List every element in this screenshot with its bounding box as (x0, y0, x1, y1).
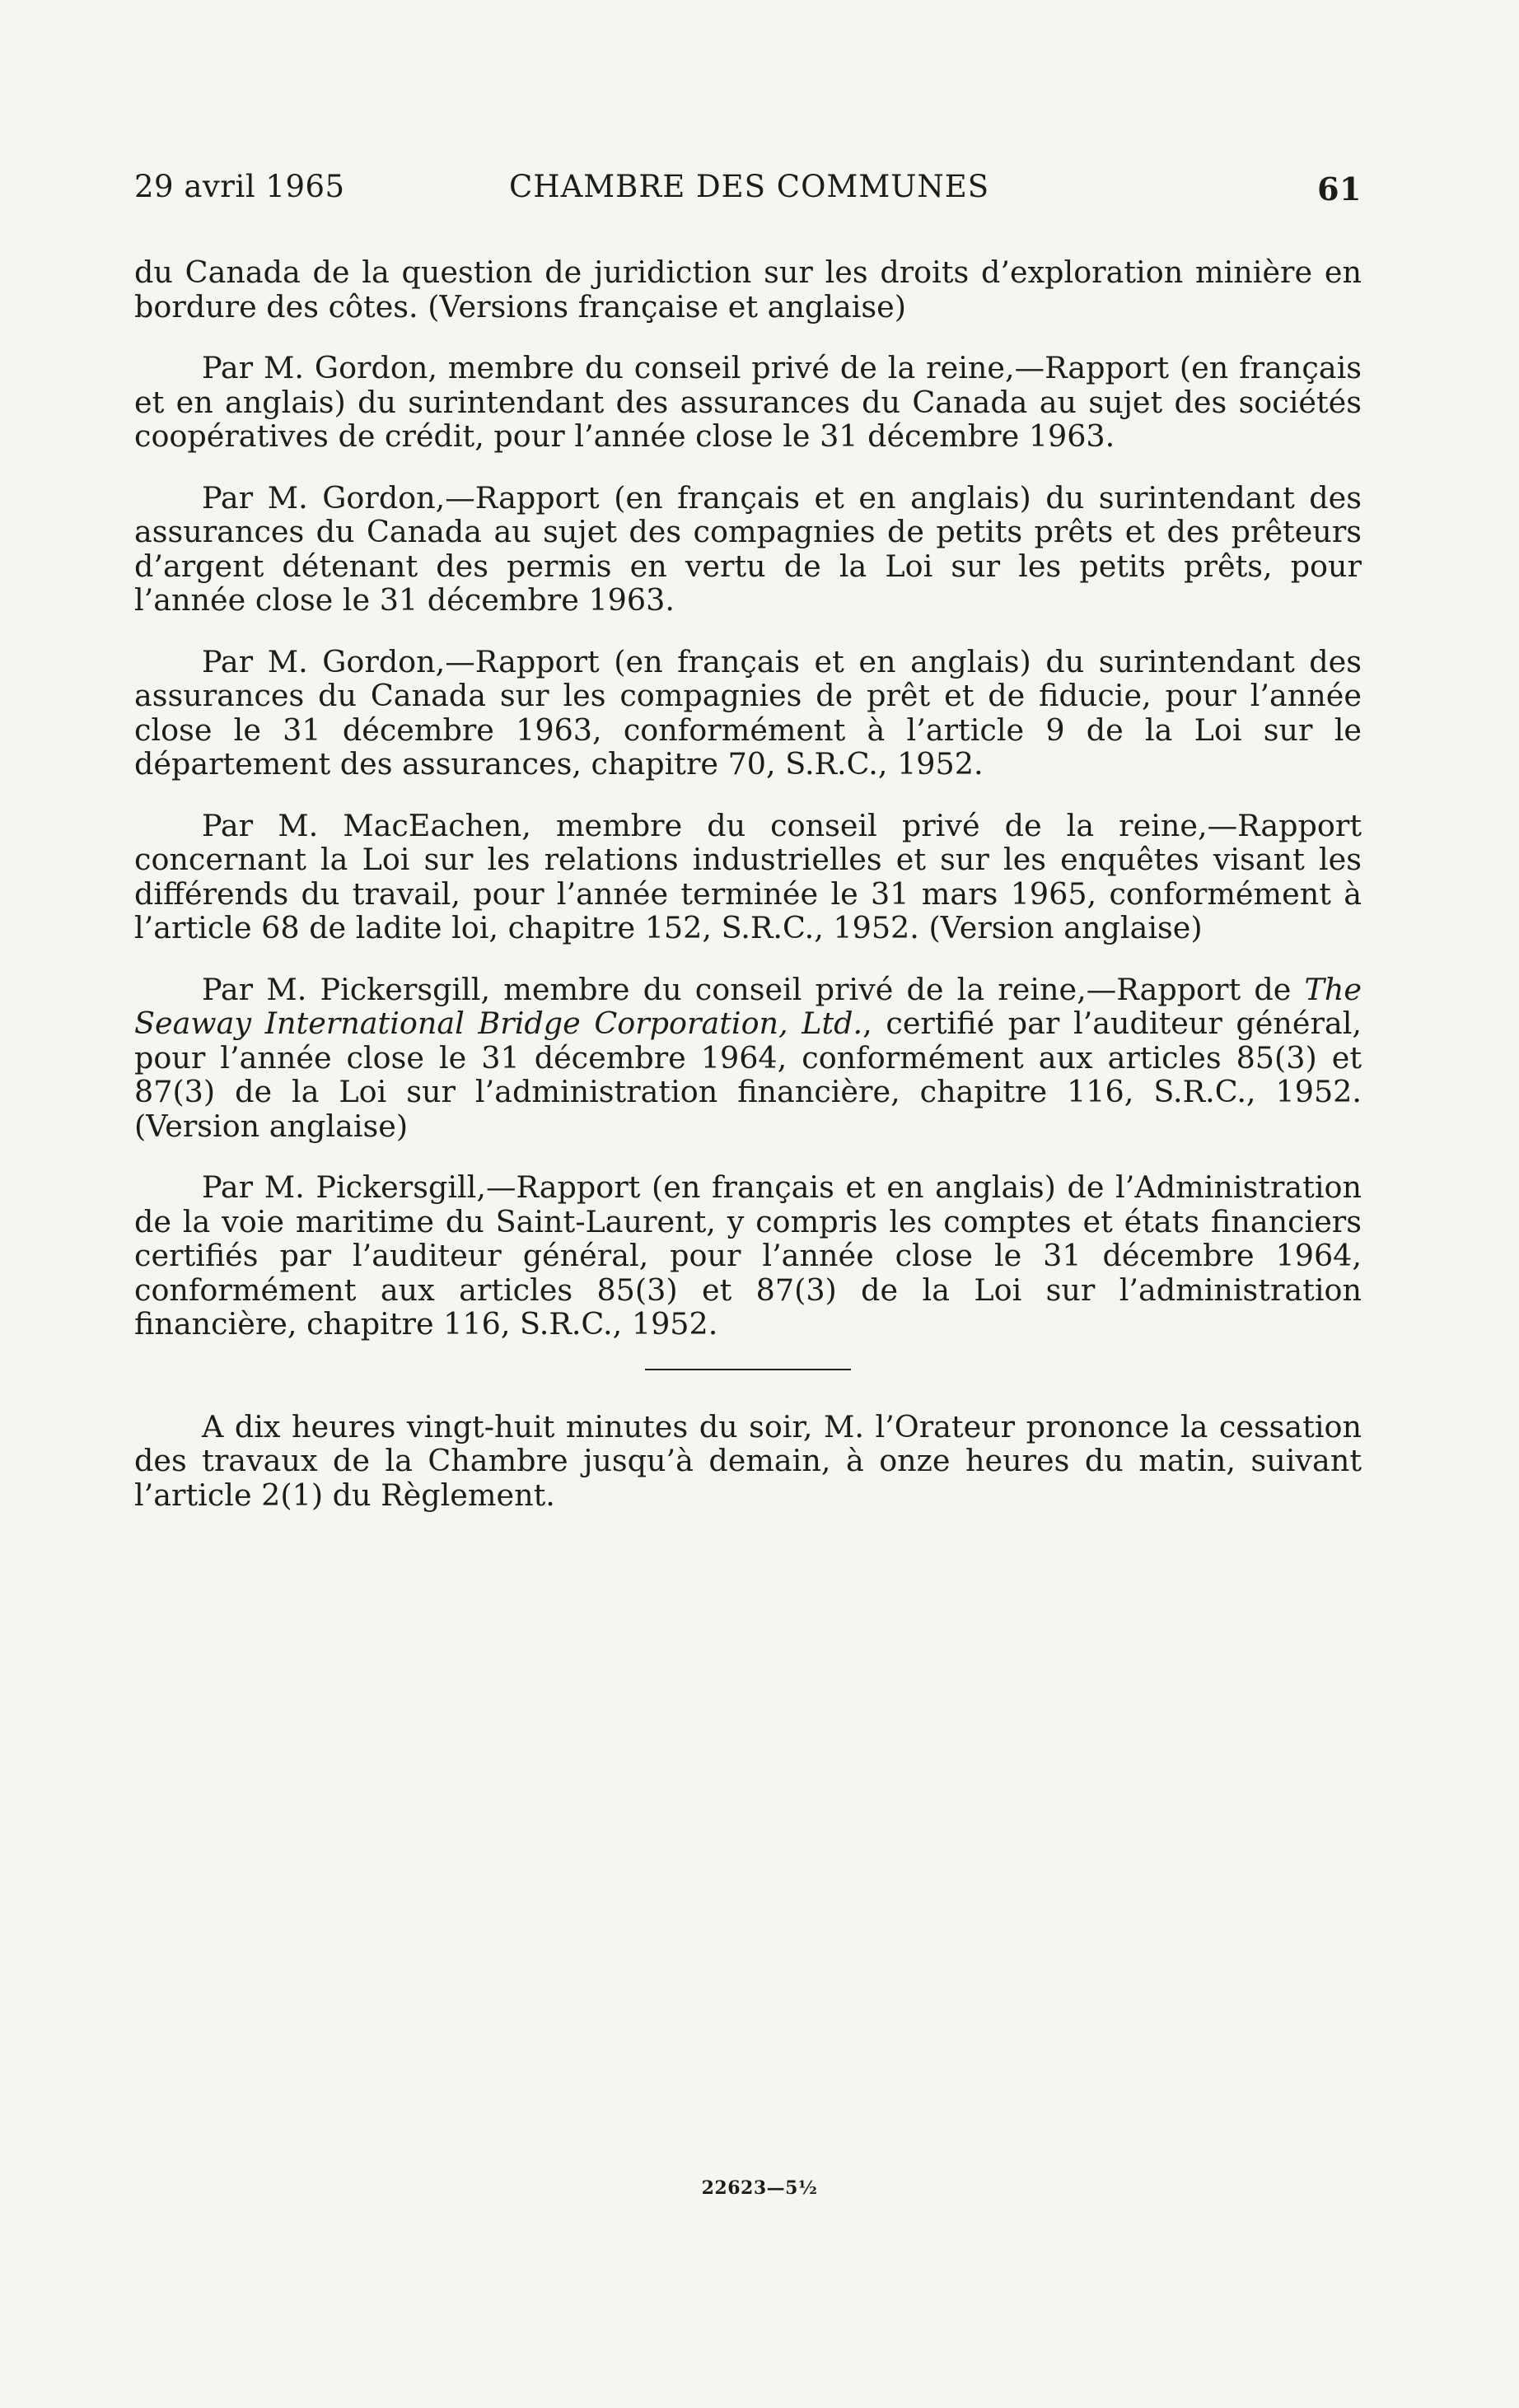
section-divider (645, 1369, 851, 1370)
paragraph-continuation: du Canada de la question de juridiction sur les droits d’exploration minière en bordure des côtes. (Versions française et anglaise) (134, 254, 1362, 324)
paragraph-gordon-small-loans: Par M. Gordon,—Rapport (en français et en anglais) du surintendant des assurances du Canada au sujet des compagnies de petits prêts et des prêteurs d’argent détenant des permis en vertu de la Loi sur les petits prêts, pour l’année close le 31 décembre 1963. (134, 479, 1362, 618)
paragraph-gordon-cooperatives: Par M. Gordon, membre du conseil privé de la reine,—Rapport (en français et en anglais) du surintendant des assurances du Canada au sujet des sociétés coopératives de crédit, pour l’année close le 31 décembre 1963. (134, 350, 1362, 454)
header-date: 29 avril 1965 (134, 169, 345, 204)
print-signature: 22623—5½ (701, 2177, 818, 2199)
paragraph-text: , certifié par l’auditeur général, pour l’année close le 31 décembre 1964, conformément aux articles 85(3) et 87(3) de la Loi sur l’administration financière, chapitre 116, S.R.C., 1952. (Version anglaise) (134, 1006, 1362, 1144)
paragraph-gordon-trust-companies: Par M. Gordon,—Rapport (en français et en anglais) du surintendant des assurances du Canada sur les compagnies de prêt et de fiducie, pour l’année close le 31 décembre 1963, conformément à l’article 9 de la Loi sur le département des assurances, chapitre 70, S.R.C., 1952. (134, 643, 1362, 782)
corporation-name: The Seaway International Bridge Corporation, Ltd. (134, 971, 1362, 1041)
paragraph-pickersgill-seaway: Par M. Pickersgill,—Rapport (en français et en anglais) de l’Administration de la voie maritime du Saint-Laurent, y compris les comptes et états financiers certifiés par l’auditeur général, pour l’année close le 31 décembre 1964, conformément aux articles 85(3) et 87(3) de la Loi sur l’administration financière, chapitre 116, S.R.C., 1952. (134, 1169, 1362, 1342)
header-title: CHAMBRE DES COMMUNES (509, 169, 990, 204)
document-page (134, 161, 1362, 1539)
paragraph-maceachen-report: Par M. MacEachen, membre du conseil privé de la reine,—Rapport concernant la Loi sur les relations industrielles et sur les enquêtes visant les différends du travail, pour l’année terminée le 31 mars 1965, conformément à l’article 68 de ladite loi, chapitre 152, S.R.C., 1952. (Version anglaise) (134, 807, 1362, 945)
document-body (134, 255, 1362, 1512)
paragraph-adjournment: A dix heures vingt-huit minutes du soir, M. l’Orateur prononce la cessation des travaux de la Chambre jusqu’à demain, à onze heures du matin, suivant l’article 2(1) du Règlement. (134, 1408, 1362, 1513)
page-number: 61 (1317, 170, 1362, 208)
paragraph-text: Par M. Pickersgill, membre du conseil privé de la reine,—Rapport de (202, 971, 1305, 1007)
paragraph-pickersgill-bridge (134, 973, 1362, 1144)
running-head (134, 161, 1362, 210)
